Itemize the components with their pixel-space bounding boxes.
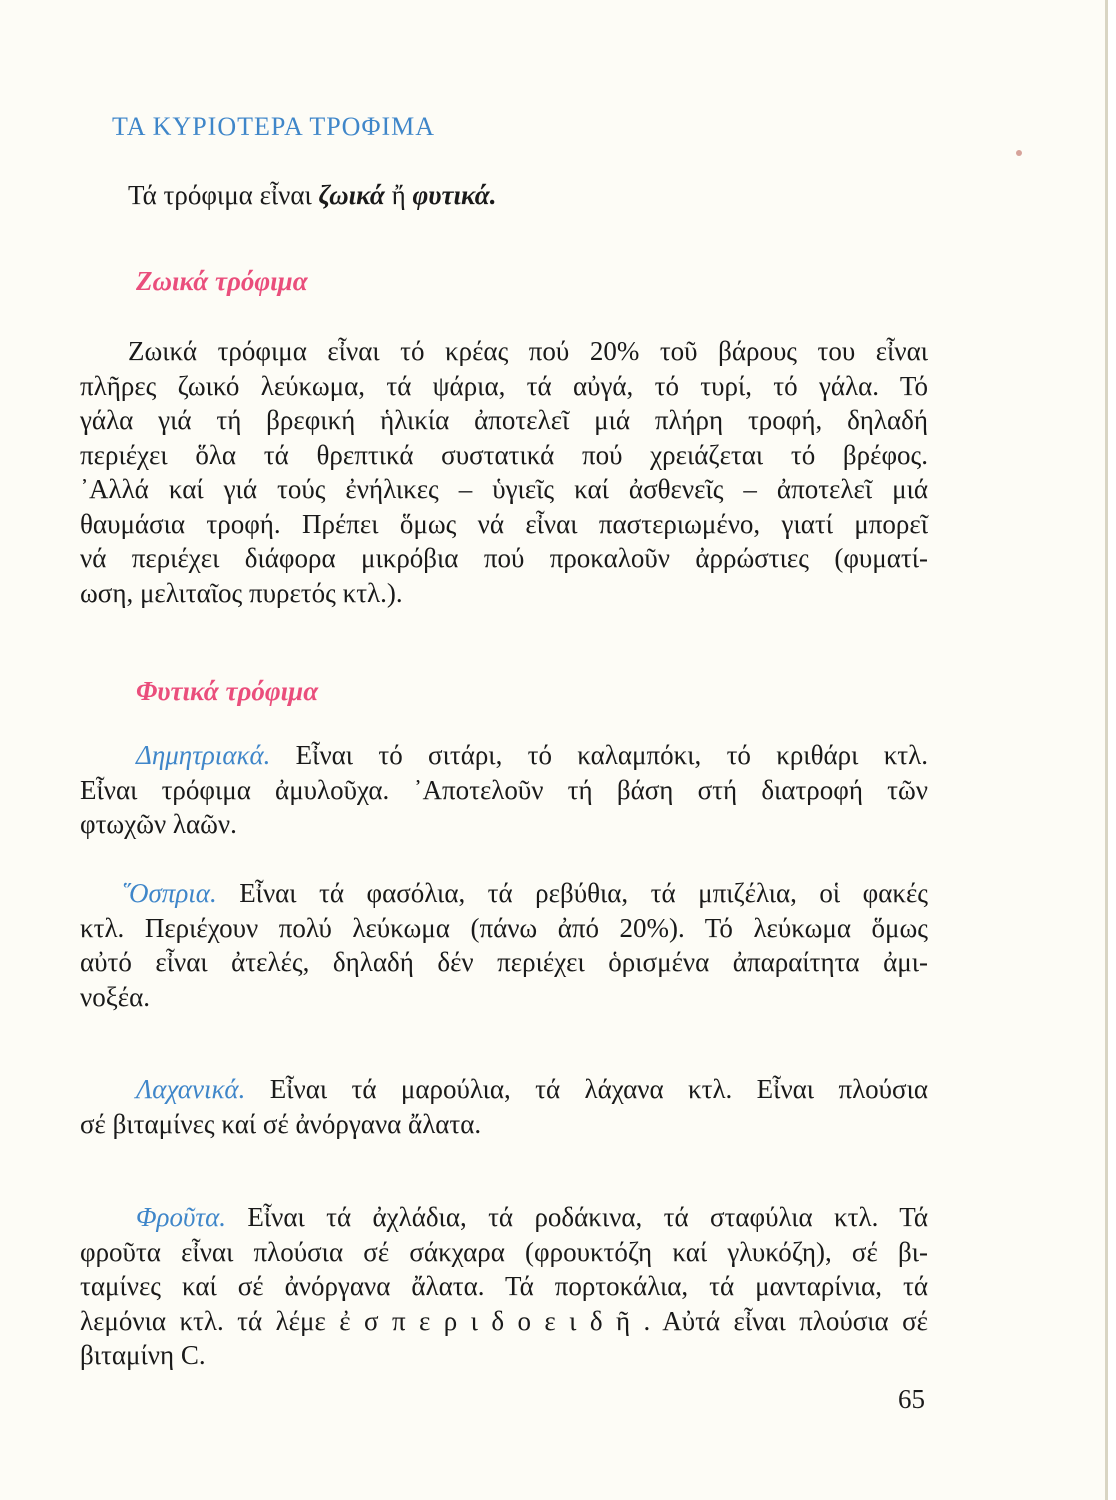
heading-animal-foods: Ζωικά τρόφιμα xyxy=(136,266,308,296)
text-line: λεμόνια κτλ. τά λέμε ἐ σ π ε ρ ι δ ο ε ι δ ῆ . Αὐτά εἶναι πλούσια σέ xyxy=(80,1305,928,1336)
intro-middle: ἤ xyxy=(384,180,413,210)
intro-prefix: Τά τρόφιμα εἶναι xyxy=(128,180,319,210)
text-line: Εἶναι τρόφιμα ἀμυλοῦχα. ᾿Αποτελοῦν τή βάση στή διατροφή τῶν xyxy=(80,774,928,805)
text-line: Ζωικά τρόφιμα εἶναι τό κρέας πού 20% τοῦ βάρους του εἶναι xyxy=(128,336,928,366)
text-line-first xyxy=(80,1072,928,1107)
text-line-first xyxy=(80,876,928,911)
paragraph-cereals xyxy=(80,738,928,842)
text-line: ᾿Αλλά καί γιά τούς ἐνήλικες – ὑγιεῖς καί ἀσθενεῖς – ἀποτελεῖ μιά xyxy=(80,474,928,504)
paragraph-vegetables xyxy=(80,1072,928,1141)
page-number: 65 xyxy=(898,1384,925,1414)
text-line: ταμίνες καί σέ ἀνόργανα ἄλατα. Τά πορτοκάλια, τά μανταρίνια, τά xyxy=(80,1271,928,1301)
paragraph-fruits xyxy=(80,1200,928,1373)
text-line: φροῦτα εἶναι πλούσια σέ σάκχαρα (φρουκτόζη καί γλυκόζη), σέ βι- xyxy=(80,1236,928,1267)
text-line: θαυμάσια τροφή. Πρέπει ὅμως νά εἶναι παστεριωμένο, γιατί μπορεῖ xyxy=(80,508,928,539)
text-line: γάλα γιά τή βρεφική ἡλικία ἀποτελεῖ μιά πλήρη τροφή, δηλαδή xyxy=(80,405,928,435)
paragraph-animal-foods xyxy=(80,334,928,610)
intro-term-plant: φυτικά. xyxy=(412,180,497,210)
label-cereals: Δημητριακά. xyxy=(136,740,271,770)
text-fragment: Εἶναι τά φασόλια, τά ρεβύθια, τά μπιζέλια, οἱ φακές xyxy=(216,878,928,908)
text-fragment: Εἶναι τά ἀχλάδια, τά ροδάκινα, τά σταφύλια κτλ. Τά xyxy=(226,1202,928,1232)
text-line: νοξέα. xyxy=(80,981,150,1012)
page-title: ΤΑ ΚΥΡΙΟΤΕΡΑ ΤΡΟΦΙΜΑ xyxy=(112,112,435,141)
text-line: βιταμίνη C. xyxy=(80,1340,206,1370)
label-fruits: Φροῦτα. xyxy=(136,1202,226,1232)
text-line: ωση, μελιταῖος πυρετός κτλ.). xyxy=(80,577,403,608)
intro-sentence xyxy=(128,180,496,211)
paragraph-legumes xyxy=(80,876,928,1014)
text-line-first xyxy=(80,1200,928,1235)
text-line: κτλ. Περιέχουν πολύ λεύκωμα (πάνω ἀπό 20%). Τό λεύκωμα ὅμως xyxy=(80,912,928,943)
text-line: σέ βιταμίνες καί σέ ἀνόργανα ἄλατα. xyxy=(80,1108,482,1139)
text-fragment: Εἶναι τά μαρούλια, τά λάχανα κτλ. Εἶναι πλούσια xyxy=(245,1074,928,1104)
label-legumes: ῞Οσπρια. xyxy=(120,878,217,908)
text-fragment: Εἶναι τό σιτάρι, τό καλαμπόκι, τό κριθάρι κτλ. xyxy=(270,740,928,770)
text-line: φτωχῶν λαῶν. xyxy=(80,809,237,839)
text-line: περιέχει ὅλα τά θρεπτικά συστατικά πού χρειάζεται τό βρέφος. xyxy=(80,439,928,470)
intro-term-animal: ζωικά xyxy=(318,180,385,210)
text-line: αὐτό εἶναι ἀτελές, δηλαδή δέν περιέχει ὁρισμένα ἀπαραίτητα ἀμι- xyxy=(80,947,928,977)
text-line: νά περιέχει διάφορα μικρόβια πού προκαλοῦν ἀρρώστιες (φυματί- xyxy=(80,543,928,573)
text-line: πλῆρες ζωικό λεύκωμα, τά ψάρια, τά αὐγά, τό τυρί, τό γάλα. Τό xyxy=(80,370,928,401)
ink-dot xyxy=(1016,150,1022,156)
heading-plant-foods: Φυτικά τρόφιμα xyxy=(136,676,319,706)
text-line-first xyxy=(80,738,928,773)
label-vegetables: Λαχανικά. xyxy=(136,1074,246,1104)
